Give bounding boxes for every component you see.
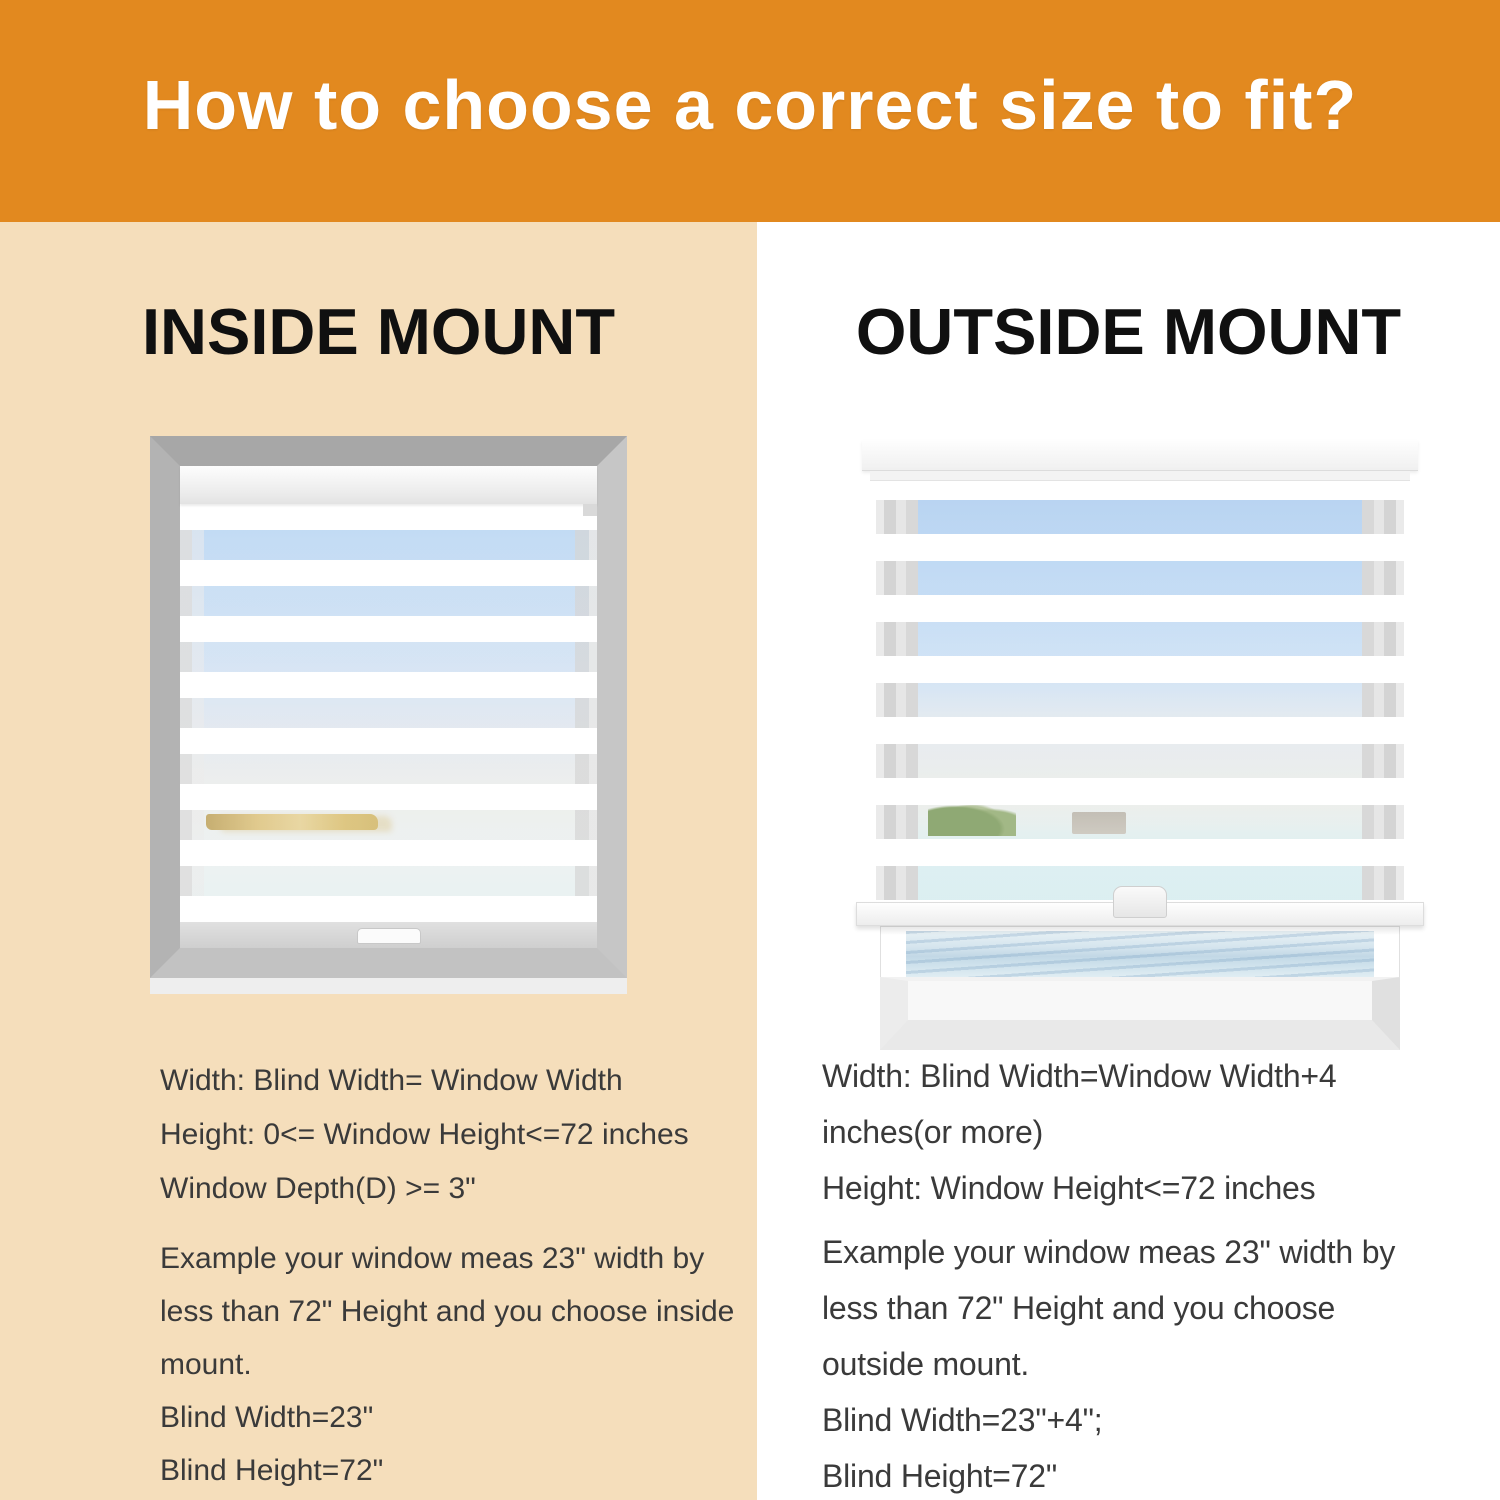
inside-mount-window-illustration bbox=[150, 436, 627, 994]
spec-line: Width: Blind Width= Window Width bbox=[160, 1064, 623, 1097]
blind-valance bbox=[180, 466, 597, 504]
example-line: less than 72" Height and you choose bbox=[822, 1290, 1336, 1326]
example-line: mount. bbox=[160, 1348, 252, 1381]
spec-line: inches(or more) bbox=[822, 1114, 1044, 1150]
spec-line: Width: Blind Width=Window Width+4 bbox=[822, 1058, 1337, 1094]
example-line: Example your window meas 23" width by bbox=[160, 1242, 705, 1275]
example-line: Blind Height=72" bbox=[822, 1458, 1057, 1494]
exposed-window-bottom bbox=[880, 926, 1400, 1050]
inside-mount-heading: INSIDE MOUNT bbox=[141, 295, 616, 368]
spec-line: Height: Window Height<=72 inches bbox=[822, 1170, 1316, 1206]
outside-mount-specs bbox=[822, 1048, 1337, 1216]
example-line: outside mount. bbox=[822, 1346, 1030, 1382]
outside-mount-example bbox=[822, 1224, 1395, 1500]
blind-roller-endcap bbox=[583, 504, 597, 516]
example-line: Blind Height=72" bbox=[160, 1454, 384, 1487]
window-outer-sill bbox=[150, 978, 627, 994]
outside-mount-panel bbox=[757, 222, 1500, 1500]
blind-handle bbox=[1113, 886, 1167, 918]
inside-mount-panel bbox=[0, 222, 757, 1500]
spec-line: Window Depth(D) >= 3" bbox=[160, 1172, 476, 1205]
inside-mount-example bbox=[160, 1232, 734, 1497]
example-line: less than 72" Height and you choose inside bbox=[160, 1295, 735, 1328]
sea-in-view bbox=[906, 931, 1374, 977]
example-line: Example your window meas 23" width by bbox=[822, 1234, 1396, 1270]
example-line: Blind Width=23" bbox=[160, 1401, 374, 1434]
blind-area bbox=[180, 466, 597, 948]
spec-line: Height: 0<= Window Height<=72 inches bbox=[160, 1118, 689, 1151]
blind-valance-lip bbox=[870, 471, 1410, 481]
outside-mount-heading: OUTSIDE MOUNT bbox=[855, 295, 1402, 368]
zebra-stripes-overlay bbox=[180, 504, 597, 922]
example-line: Blind Width=23"+4"; bbox=[822, 1402, 1103, 1438]
outside-mount-window-illustration bbox=[862, 440, 1418, 1050]
sash-handle bbox=[357, 928, 421, 944]
banner-title: How to choose a correct size to fit? bbox=[142, 66, 1358, 144]
banner bbox=[0, 0, 1500, 222]
inside-mount-specs bbox=[160, 1054, 689, 1216]
zebra-stripes-overlay bbox=[862, 473, 1418, 902]
blind-valance bbox=[862, 440, 1418, 471]
window-bottom-bevel bbox=[880, 977, 1400, 1050]
